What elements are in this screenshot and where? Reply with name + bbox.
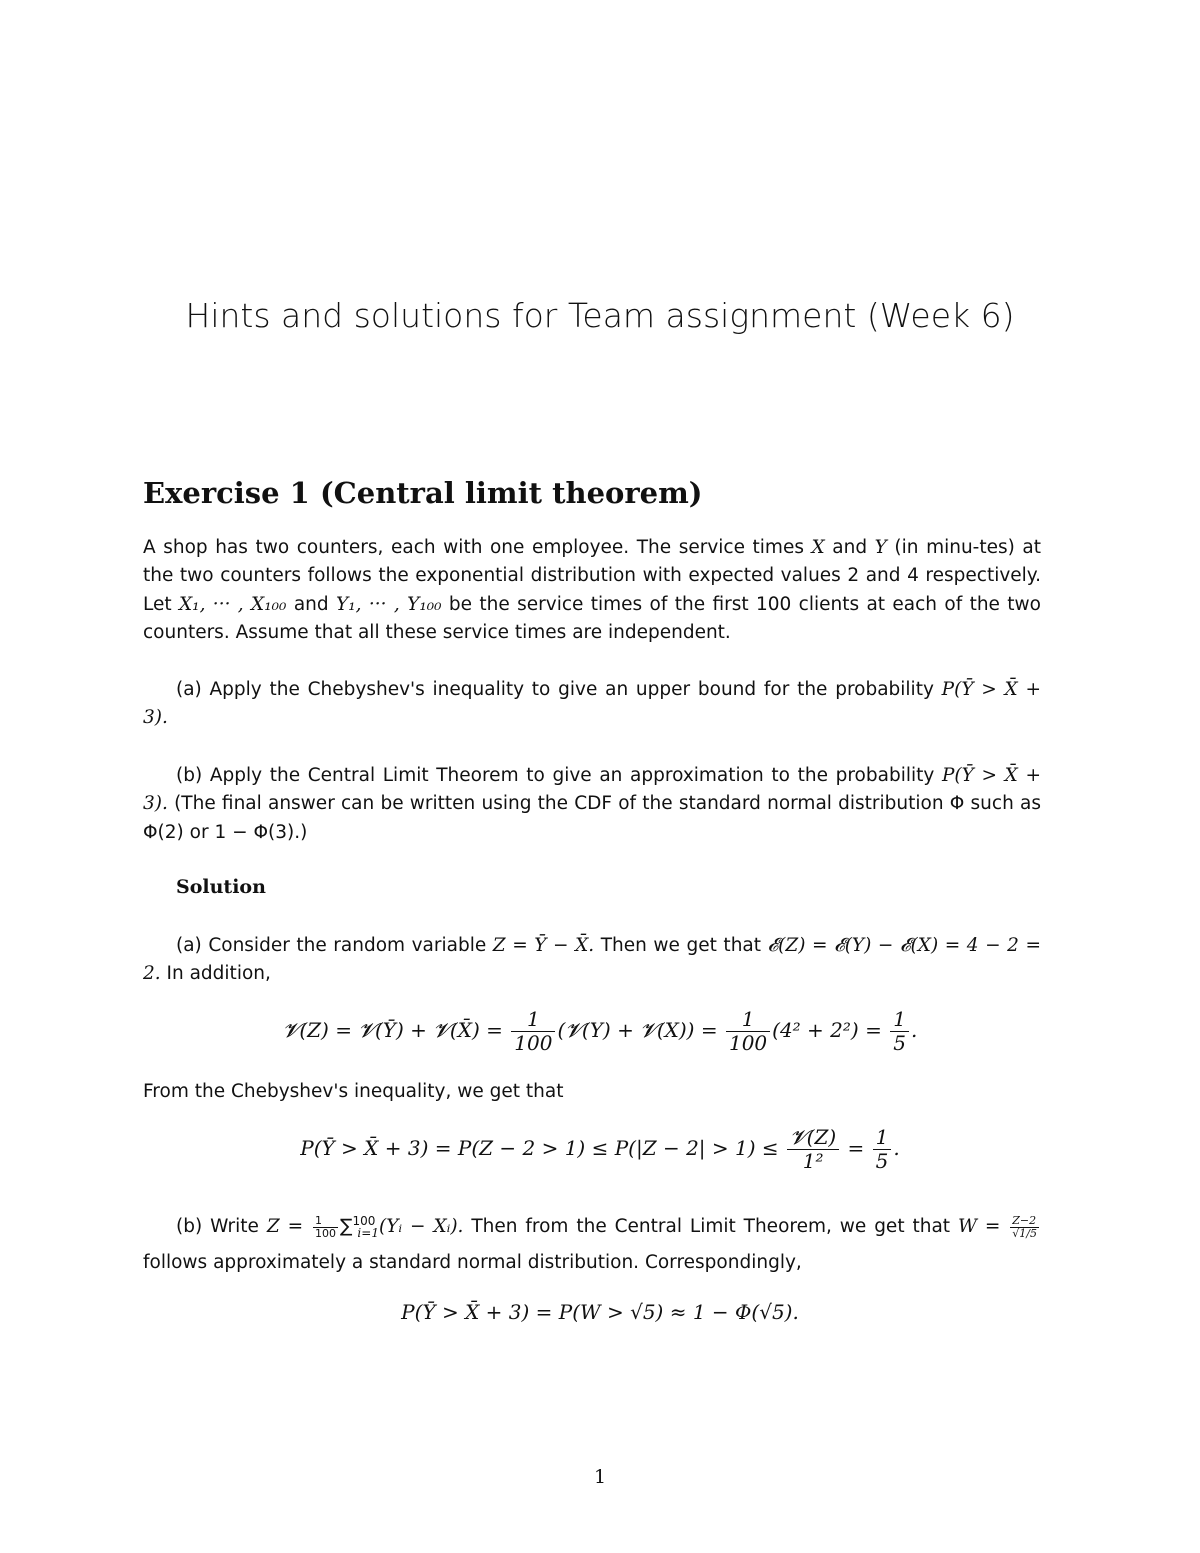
sum-lower: i=1 — [357, 1225, 379, 1240]
fraction — [787, 1126, 839, 1173]
z-sum-def: Z = — [266, 1216, 312, 1238]
sol-b-text-2: Then from the Central Limit Theorem, we get that — [463, 1216, 958, 1238]
part-b-expr: P(Ȳ > X̄ + 3). — [143, 765, 1041, 815]
part-b — [143, 762, 1041, 847]
fraction-denominator: 100 — [315, 1226, 337, 1240]
sol-a-text-2: Then we get that — [594, 935, 768, 956]
fraction-denominator: 5 — [893, 1031, 906, 1055]
fraction-denominator: √1/5 — [1012, 1226, 1037, 1240]
small-fraction — [313, 1215, 338, 1240]
y-sample: Y₁, ··· , Y₁₀₀ — [336, 593, 442, 615]
chebyshev-text: From the Chebyshev's inequality, we get that — [143, 1081, 564, 1102]
fraction-denominator: 100 — [728, 1031, 768, 1055]
small-fraction — [1010, 1215, 1039, 1240]
exercise-heading: Exercise 1 (Central limit theorem) — [143, 476, 703, 510]
fraction-numerator: 1 — [511, 1008, 555, 1032]
part-a-expr: P(Ȳ > X̄ + 3). — [143, 679, 1041, 729]
solution-b — [143, 1206, 1041, 1278]
x-sample: X₁, ··· , X₁₀₀ — [178, 593, 287, 615]
chebyshev-end: . — [893, 1136, 900, 1160]
intro-text-3: be the service times of the first 100 clients at each of the two counters. Assume that all these service times are independent. — [143, 593, 1041, 643]
sol-b-text: (b) Write — [176, 1216, 267, 1238]
variance-mid-2: (4² + 2²) = — [772, 1018, 889, 1042]
variance-equation — [0, 1008, 1200, 1055]
intro-and-2: and — [286, 593, 336, 615]
fraction-numerator: 1 — [873, 1126, 892, 1150]
fraction-numerator: 1 — [313, 1215, 338, 1228]
sol-a-text-3: In addition, — [160, 963, 271, 985]
variance-end: . — [910, 1018, 918, 1042]
fraction — [873, 1126, 892, 1173]
sol-b-text-3: follows approximately a standard normal distribution. Correspondingly, — [143, 1251, 802, 1273]
fraction — [726, 1008, 770, 1055]
clt-equation: P(Ȳ > X̄ + 3) = P(W > √5) ≈ 1 − Φ(√5). — [401, 1300, 799, 1324]
fraction-numerator: 𝓥(Z) — [787, 1126, 839, 1150]
chebyshev-lhs: P(Ȳ > X̄ + 3) = P(Z − 2 > 1) ≤ P(|Z − 2| > 1) ≤ — [300, 1136, 786, 1160]
intro-text-2: (in minu-tes) at the two counters follows the exponential distribution with expected values 2 and 4 respectively. Let — [143, 537, 1041, 615]
sum-upper: 100 — [352, 1214, 376, 1228]
fraction-denominator: 1² — [802, 1149, 824, 1173]
intro-text: A shop has two counters, each with one employee. The service times — [143, 537, 812, 558]
var-y: Y — [874, 537, 887, 558]
intro-paragraph — [143, 534, 1041, 647]
page-number: 1 — [593, 1466, 607, 1488]
fraction-numerator: 1 — [726, 1008, 770, 1032]
fraction-numerator: 1 — [890, 1008, 909, 1032]
fraction-denominator: 5 — [875, 1149, 889, 1173]
var-x: X — [811, 537, 825, 558]
intro-and: and — [824, 537, 875, 558]
chebyshev-mid: = — [841, 1136, 871, 1160]
fraction — [890, 1008, 909, 1055]
solution-a — [143, 932, 1041, 989]
part-a-text: (a) Apply the Chebyshev's inequality to give an upper bound for the probability — [176, 679, 942, 700]
page-title: Hints and solutions for Team assignment (Week 6) — [185, 296, 1015, 335]
solution-heading: Solution — [176, 876, 266, 898]
fraction-denominator: 100 — [514, 1031, 553, 1055]
part-b-text: (b) Apply the Central Limit Theorem to give an approximation to the probability — [176, 765, 942, 786]
sol-a-text: (a) Consider the random variable — [176, 935, 493, 956]
variance-lhs: 𝓥(Z) = 𝓥(Ȳ) + 𝓥(X̄) = — [282, 1018, 510, 1042]
expectation-expr: 𝓔(Z) = 𝓔(Y) − 𝓔(X) = 4 − 2 = 2. — [143, 935, 1042, 985]
fraction-numerator: Z−2 — [1010, 1215, 1039, 1228]
sum-symbol: ∑ — [340, 1216, 353, 1238]
variance-mid: (𝓥(Y) + 𝓥(X)) = — [557, 1018, 724, 1042]
chebyshev-equation — [0, 1126, 1200, 1173]
fraction — [511, 1008, 555, 1055]
sum-term: (Yᵢ − Xᵢ). — [378, 1216, 464, 1238]
part-b-text-2: (The final answer can be written using the CDF of the standard normal distribution Φ such as Φ(2) or 1 − Φ(3).) — [143, 793, 1041, 843]
w-def: W = — [957, 1216, 1009, 1238]
part-a — [143, 676, 1041, 733]
z-definition: Z = Ȳ − X̄. — [492, 935, 595, 956]
